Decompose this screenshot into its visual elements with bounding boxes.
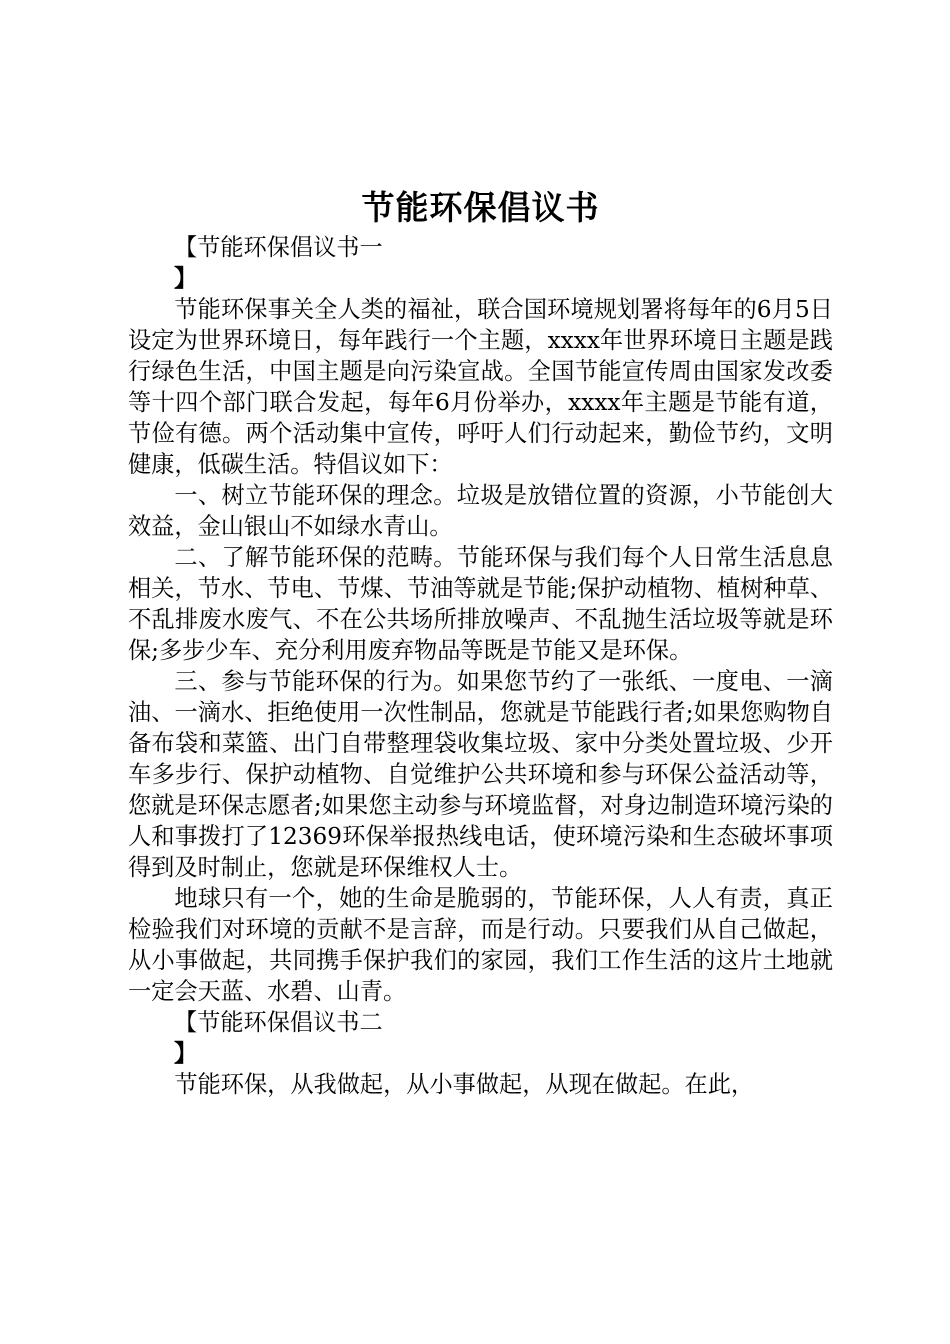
section-2-paragraph-intro: 节能环保，从我做起，从小事做起，从现在做起。在此，	[174, 1071, 755, 1098]
section-1-paragraph-2: 二、了解节能环保的范畴。节能环保与我们每个人日常生活息息相关，节水、节电、节煤、节油等就是节能;保护动植物、植树种草、不乱排废水废气、不在公共场所排放噪声、不乱抛生活垃圾等就是环保;多步少车、充分利用废弃物品等既是节能又是环保。	[128, 544, 833, 664]
section-1-heading-text: 【节能环保倡议书一	[174, 234, 383, 261]
document-title: 节能环保倡议书	[361, 188, 600, 227]
section-1-paragraph-3: 三、参与节能环保的行为。如果您节约了一张纸、一度电、一滴油、一滴水、拒绝使用一次性制品，您就是节能践行者;如果您购物自备布袋和菜篮、出门自带整理袋收集垃圾、家中分类处置垃圾、少开车多步行、保护动植物、自觉维护公共环境和参与环保公益活动等，您就是环保志愿者;如果您主动参与环境监督，对身边制造环境污染的人和事拨打了12369环保举报热线电话，使环境污染和生态破坏事项得到及时制止，您就是环保维权人士。	[128, 668, 833, 881]
document-page	[128, 186, 833, 1100]
section-1-heading	[128, 232, 404, 294]
section-2-heading-close: 】	[174, 1040, 198, 1067]
section-1-paragraph-1: 一、树立节能环保的理念。垃圾是放错位置的资源，小节能创大效益，金山银山不如绿水青山。	[128, 482, 833, 540]
section-1-paragraph-intro: 节能环保事关全人类的福祉，联合国环境规划署将每年的6月5日设定为世界环境日，每年践行一个主题，xxxx年世界环境日主题是践行绿色生活，中国主题是向污染宣战。全国节能宣传周由国家发改委等十四个部门联合发起，每年6月份举办，xxxx年主题是节能有道，节俭有德。两个活动集中宣传，呼吁人们行动起来，勤俭节约，文明健康，低碳生活。特倡议如下：	[128, 296, 833, 478]
section-2-heading-text: 【节能环保倡议书二	[174, 1009, 383, 1036]
section-1-heading-close: 】	[174, 265, 198, 292]
section-1-paragraph-closing: 地球只有一个，她的生命是脆弱的，节能环保，人人有责，真正检验我们对环境的贡献不是言辞，而是行动。只要我们从自己做起，从小事做起，共同携手保护我们的家园，我们工作生活的这片土地就一定会天蓝、水碧、山青。	[128, 885, 833, 1005]
section-2-heading	[128, 1007, 404, 1069]
